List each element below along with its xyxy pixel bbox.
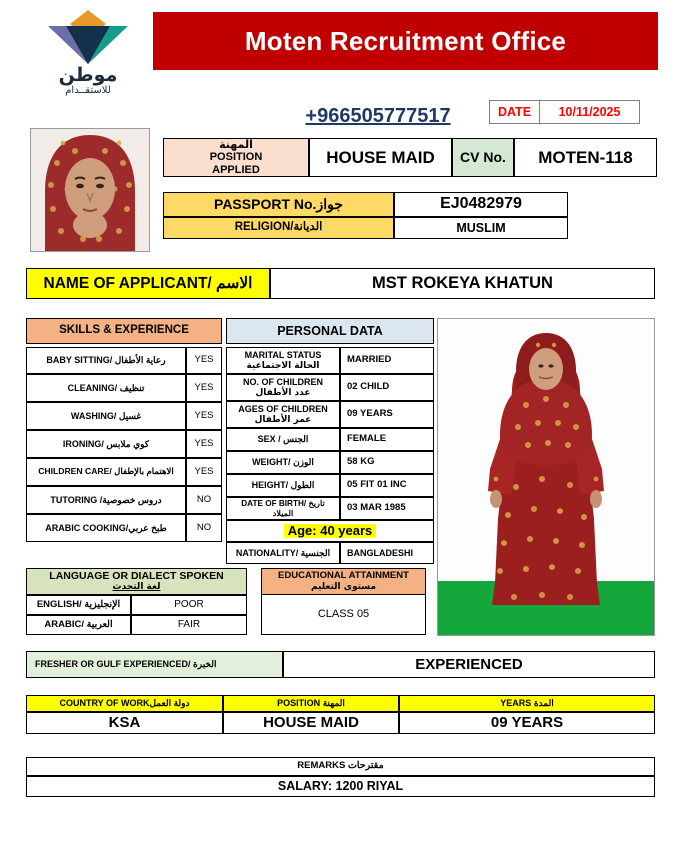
language-row-label: ENGLISH/ الإنجليزية (26, 595, 131, 615)
age-banner-cell (226, 520, 434, 542)
skill-row-label: IRONING/ كوي ملابس (26, 430, 186, 458)
personal-row-value: MARRIED (340, 347, 434, 374)
logo-arabic-main: موطن (58, 64, 118, 86)
language-header-ar: لغة التحدث (112, 582, 161, 593)
personal-row-label (226, 374, 340, 401)
personal-row-label (226, 347, 340, 374)
personal-row-value: 03 MAR 1985 (340, 497, 434, 520)
skill-row-label: TUTORING /دروس خصوصية (26, 486, 186, 514)
personal-row-value: 58 KG (340, 451, 434, 474)
work-value-country: KSA (26, 712, 223, 734)
passport-value: EJ0482979 (394, 192, 568, 217)
personal-row-value: FEMALE (340, 428, 434, 451)
logo-arabic-sub: للاستقــدام (65, 84, 111, 96)
experience-value: EXPERIENCED (283, 651, 655, 678)
age-banner-text: Age: 40 years (284, 524, 377, 539)
skill-row-value: YES (186, 402, 222, 430)
cv-no-label: CV No. (452, 138, 514, 177)
skill-row-value: NO (186, 486, 222, 514)
skill-row-value: NO (186, 514, 222, 542)
position-label-en: POSITION (209, 151, 263, 164)
nationality-value: BANGLADESHI (340, 542, 434, 564)
skill-row-label: ARABIC COOKING/طبخ عربي (26, 514, 186, 542)
logo-mark-icon (32, 8, 144, 66)
applicant-fullbody-photo (437, 318, 655, 636)
skills-header: SKILLS & EXPERIENCE (26, 318, 222, 344)
personal-label-ar: عدد الأطفال (255, 387, 311, 398)
position-applied-label (163, 138, 309, 177)
skill-row-value: YES (186, 458, 222, 486)
skill-row-value: YES (186, 374, 222, 402)
personal-row-value: 05 FIT 01 INC (340, 474, 434, 497)
company-logo (32, 8, 144, 96)
language-header-en: LANGUAGE OR DIALECT SPOKEN (49, 570, 224, 583)
personal-label-en: MARITAL STATUS (244, 350, 322, 361)
language-row-value: POOR (131, 595, 247, 615)
personal-label-ar: الحالة الاجتماعية (246, 360, 320, 371)
education-value: CLASS 05 (261, 595, 426, 635)
religion-value: MUSLIM (394, 217, 568, 239)
name-of-applicant-label: NAME OF APPLICANT/ الاسم (26, 268, 270, 299)
work-header-years: YEARS المدة (399, 695, 655, 712)
skill-row-value: YES (186, 347, 222, 374)
company-title-banner: Moten Recruitment Office (153, 12, 658, 70)
skill-row-label: CLEANING/ تنظيف (26, 374, 186, 402)
logo-chevron-icon (32, 8, 144, 66)
work-value-years: 09 YEARS (399, 712, 655, 734)
personal-label-en: NO. OF CHILDREN (243, 377, 323, 388)
language-header (26, 568, 247, 595)
personal-label-en: AGES OF CHILDREN (238, 404, 328, 415)
personal-row-label: HEIGHT/ الطول (226, 474, 340, 497)
nationality-label: NATIONALITY/ الجنسية (226, 542, 340, 564)
skill-row-label: CHILDREN CARE/ الاهتمام بالإطفال (26, 458, 186, 486)
personal-data-header: PERSONAL DATA (226, 318, 434, 344)
work-value-position: HOUSE MAID (223, 712, 399, 734)
remarks-value: SALARY: 1200 RIYAL (26, 776, 655, 797)
education-header-en: EDUCATIONAL ATTAINMENT (278, 569, 409, 581)
education-header (261, 568, 426, 595)
position-label-arabic: المهنة (219, 137, 253, 151)
personal-row-value: 02 CHILD (340, 374, 434, 401)
personal-row-value: 09 YEARS (340, 401, 434, 428)
headshot-illustration (31, 129, 149, 251)
personal-row-label: DATE OF BIRTH/ تاريخ الميلاد (226, 497, 340, 520)
experience-label: FRESHER OR GULF EXPERIENCED/ الخبرة (26, 651, 283, 678)
passport-label: PASSPORT No.جواز (163, 192, 394, 217)
remarks-header: REMARKS مقترحات (26, 757, 655, 776)
cv-no-value: MOTEN-118 (514, 138, 657, 177)
education-header-ar: مستوى التعليم (310, 581, 377, 592)
skill-row-value: YES (186, 430, 222, 458)
date-box (489, 100, 640, 124)
language-row-label: ARABIC/ العربية (26, 615, 131, 635)
work-header-country: COUNTRY OF WORKدولة العمل (26, 695, 223, 712)
applicant-headshot-photo (30, 128, 150, 252)
personal-row-label: SEX / الجنس (226, 428, 340, 451)
phone-number: +966505777517 (305, 105, 451, 127)
fullbody-illustration (438, 319, 654, 635)
name-of-applicant-value: MST ROKEYA KHATUN (270, 268, 655, 299)
logo-text (32, 66, 144, 96)
date-label: DATE (490, 101, 540, 123)
language-row-value: FAIR (131, 615, 247, 635)
date-value: 10/11/2025 (558, 105, 621, 119)
position-label-en2: APPLIED (212, 163, 260, 176)
position-applied-value: HOUSE MAID (309, 138, 452, 177)
skill-row-label: WASHING/ غسيل (26, 402, 186, 430)
work-header-position: POSITION المهنة (223, 695, 399, 712)
personal-row-label (226, 401, 340, 428)
personal-row-label: WEIGHT/ الوزن (226, 451, 340, 474)
religion-label: RELIGION/الديانة (163, 217, 394, 239)
skill-row-label: BABY SITTING/ رعاية الأطفال (26, 347, 186, 374)
personal-label-ar: عمر الأطفال (254, 414, 312, 425)
